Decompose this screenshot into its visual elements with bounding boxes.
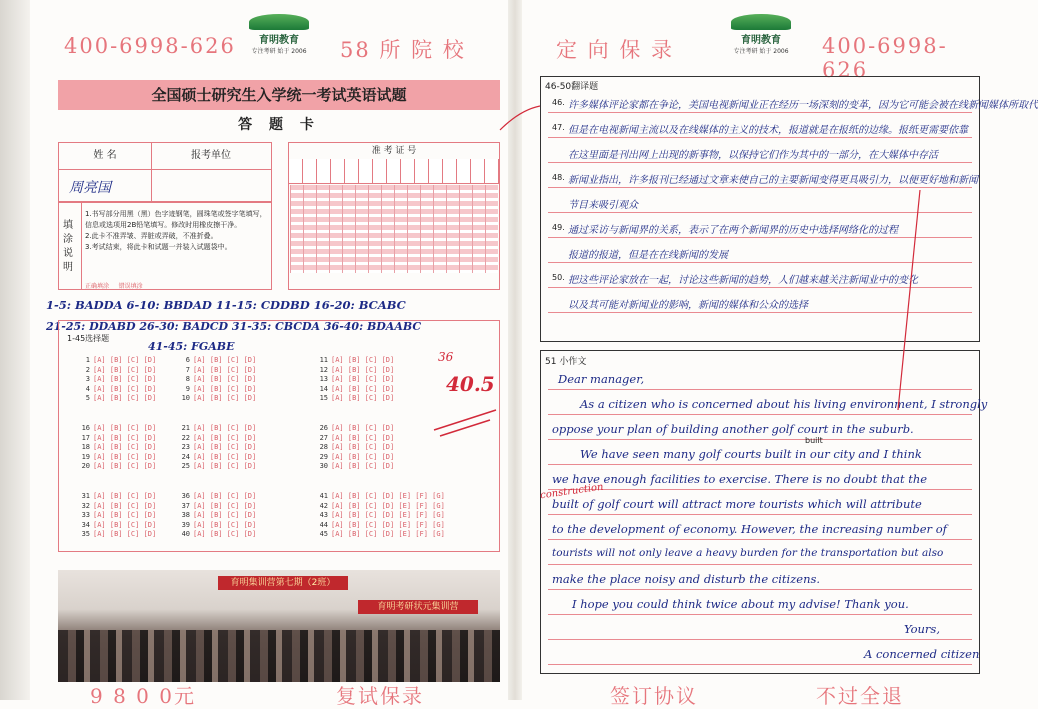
- mc-question-row[interactable]: [180, 424, 256, 432]
- option-bubbles[interactable]: [A] [B] [C] [D] [E] [F] [G]: [331, 511, 445, 519]
- logo-right: [728, 14, 794, 54]
- translation-text[interactable]: 把这些评论家放在一起，讨论这些新闻的趋势，人们越来越关注新闻业中的变化: [568, 275, 918, 286]
- translation-number: 47.: [552, 123, 565, 132]
- score-36: 36: [438, 350, 454, 364]
- option-bubbles[interactable]: [A] [B] [C] [D]: [93, 384, 157, 393]
- option-bubbles[interactable]: [A] [B] [C] [D]: [193, 443, 257, 451]
- mc-question-row[interactable]: [80, 492, 156, 500]
- mc-question-row[interactable]: [180, 462, 256, 470]
- question-number: 12: [319, 365, 328, 374]
- question-number: 7: [185, 365, 190, 374]
- mc-question-row[interactable]: [318, 443, 394, 451]
- question-number: 30: [319, 462, 328, 470]
- mc-question-row[interactable]: [180, 375, 256, 383]
- instr-label: 填涂说明: [63, 220, 73, 273]
- option-bubbles[interactable]: [A] [B] [C] [D]: [331, 384, 395, 393]
- essay-line[interactable]: make the place noisy and disturb the citizens.: [552, 572, 821, 586]
- option-bubbles[interactable]: [A] [B] [C] [D]: [93, 501, 157, 510]
- bubble-col[interactable]: [459, 185, 472, 273]
- essay-line[interactable]: A concerned citizen: [864, 647, 980, 661]
- mc-question-row[interactable]: [180, 530, 256, 538]
- mc-question-row[interactable]: [318, 394, 394, 402]
- question-number: 23: [181, 443, 190, 451]
- essay-line[interactable]: As a citizen who is concerned about his living environment, I strongly: [580, 397, 988, 411]
- bubble-col[interactable]: [316, 185, 329, 273]
- option-bubbles[interactable]: [A] [B] [C] [D] [E] [F] [G]: [331, 530, 445, 538]
- option-bubbles[interactable]: [A] [B] [C] [D]: [331, 433, 395, 442]
- footer-contract: 签订协议: [610, 684, 698, 708]
- mc-question-row[interactable]: [318, 511, 445, 519]
- option-bubbles[interactable]: [A] [B] [C] [D]: [93, 462, 157, 470]
- question-number: 33: [81, 511, 90, 519]
- answers-line-3: 41-45: FGABE: [148, 340, 235, 353]
- question-number: 39: [181, 520, 190, 529]
- option-bubbles[interactable]: [A] [B] [C] [D]: [331, 452, 395, 461]
- mc-question-row[interactable]: [80, 462, 156, 470]
- ruled-line: [548, 639, 972, 640]
- option-bubbles[interactable]: [A] [B] [C] [D]: [193, 365, 257, 374]
- mc-question-row[interactable]: [180, 366, 256, 374]
- unit-label: 报考单位: [151, 143, 271, 170]
- divider: [151, 169, 152, 201]
- option-bubbles[interactable]: [A] [B] [C] [D]: [331, 424, 395, 432]
- question-number: 18: [81, 443, 90, 451]
- bubble-col[interactable]: [433, 185, 446, 273]
- translation-text[interactable]: 节目来吸引观众: [568, 200, 638, 211]
- ruled-line: [548, 589, 972, 590]
- mc-question-row[interactable]: [318, 375, 394, 383]
- question-number: 38: [181, 511, 190, 519]
- bubble-col[interactable]: [420, 185, 433, 273]
- ruled-line: [548, 514, 972, 515]
- logo-tag: 专注考研 始于 2006: [733, 48, 789, 55]
- mc-question-row[interactable]: [180, 385, 256, 393]
- essay-line[interactable]: to the development of economy. However, the increasing number of: [552, 522, 947, 536]
- mc-question-row[interactable]: [318, 434, 394, 442]
- mc-question-row[interactable]: [180, 511, 256, 519]
- correction-note: construction: [539, 481, 605, 502]
- essay-line[interactable]: tourists will not only leave a heavy burden for the transportation but also: [552, 547, 944, 559]
- mc-question-row[interactable]: [80, 394, 156, 402]
- option-bubbles[interactable]: [A] [B] [C] [D]: [193, 375, 257, 383]
- mc-question-row[interactable]: [318, 424, 394, 432]
- essay-line[interactable]: oppose your plan of building another golf court in the suburb.: [552, 422, 914, 436]
- page-edge: [0, 0, 30, 700]
- mc-question-row[interactable]: [80, 356, 156, 364]
- question-number: 16: [81, 424, 90, 432]
- essay-title: 51 小作文: [545, 357, 587, 367]
- question-number: 24: [181, 452, 190, 461]
- phone-number-left: 400-6998-626: [64, 34, 236, 58]
- question-number: 13: [319, 375, 328, 383]
- option-bubbles[interactable]: [A] [B] [C] [D]: [331, 356, 395, 364]
- option-bubbles[interactable]: [A] [B] [C] [D]: [93, 394, 157, 402]
- mc-question-row[interactable]: [80, 434, 156, 442]
- ruled-line: [548, 439, 972, 440]
- option-bubbles[interactable]: [A] [B] [C] [D]: [193, 356, 257, 364]
- footer-retest: 复试保录: [336, 684, 424, 708]
- question-number: 43: [319, 511, 328, 519]
- mc-question-row[interactable]: [318, 530, 445, 538]
- mc-question-row[interactable]: [80, 385, 156, 393]
- mc-question-row[interactable]: [180, 356, 256, 364]
- grading-connector-line: [480, 90, 940, 420]
- translation-text[interactable]: 许多媒体评论家都在争论，美国电视新闻业正在经历一场深刻的变革，因为它可能会被在线新闻媒体所取代: [568, 100, 1038, 111]
- instruction-3: 3.考试结束，将此卡和试题一并装入试题袋中。: [85, 243, 232, 251]
- mc-question-row[interactable]: [80, 511, 156, 519]
- translation-text[interactable]: 新闻业指出，许多报刊已经通过文章来使自己的主要新闻变得更具吸引力，以便更好地和新闻: [568, 175, 978, 186]
- mc-question-row[interactable]: [180, 394, 256, 402]
- mc-question-row[interactable]: [180, 521, 256, 529]
- instruction-1: 1.书写部分用黑（黑）色字迹钢笔，圆珠笔或签字笔填写，信息或选项用2B铅笔填写。修改时用橡皮擦干净。: [85, 210, 267, 229]
- mc-question-row[interactable]: [318, 492, 445, 500]
- guarantee-text: 定 向 保 录: [556, 38, 675, 62]
- option-bubbles[interactable]: [A] [B] [C] [D]: [193, 501, 257, 510]
- question-number: 32: [81, 501, 90, 510]
- question-number: 40: [181, 530, 190, 538]
- question-number: 9: [185, 384, 190, 393]
- option-bubbles[interactable]: [A] [B] [C] [D]: [193, 424, 257, 432]
- mc-question-row[interactable]: [180, 502, 256, 510]
- mc-question-row[interactable]: [318, 385, 394, 393]
- admission-label: 准 考 证 号: [289, 143, 499, 160]
- translation-number: 50.: [552, 273, 565, 282]
- instructions-box: [58, 202, 272, 290]
- option-bubbles[interactable]: [A] [B] [C] [D]: [193, 530, 257, 538]
- bubble-col[interactable]: [446, 185, 459, 273]
- mc-question-row[interactable]: [180, 434, 256, 442]
- question-number: 8: [185, 375, 190, 383]
- ruled-line: [548, 664, 972, 665]
- mc-question-row[interactable]: [80, 530, 156, 538]
- bubble-col[interactable]: [407, 185, 420, 273]
- logo-left: [246, 14, 312, 54]
- question-number: 4: [85, 384, 90, 393]
- mc-question-row[interactable]: [80, 366, 156, 374]
- question-number: 3: [85, 375, 90, 383]
- option-bubbles[interactable]: [A] [B] [C] [D]: [331, 462, 395, 470]
- mc-question-row[interactable]: [80, 424, 156, 432]
- mc-question-row[interactable]: [318, 462, 394, 470]
- option-bubbles[interactable]: [A] [B] [C] [D]: [93, 356, 157, 364]
- name-label: 姓 名: [59, 143, 152, 170]
- instruction-2: 2.此卡不准弄皱、弄脏或弄破，不准折叠。: [85, 232, 218, 240]
- option-bubbles[interactable]: [A] [B] [C] [D]: [193, 462, 257, 470]
- question-number: 10: [181, 394, 190, 402]
- question-number: 17: [81, 433, 90, 442]
- name-value[interactable]: 周亮国: [69, 180, 111, 196]
- question-number: 27: [319, 433, 328, 442]
- question-number: 14: [319, 384, 328, 393]
- logo-name: 育明教育: [259, 35, 299, 46]
- option-bubbles[interactable]: [A] [B] [C] [D] [E] [F] [G]: [331, 492, 445, 500]
- option-bubbles[interactable]: [A] [B] [C] [D]: [331, 365, 395, 374]
- option-bubbles[interactable]: [A] [B] [C] [D]: [93, 530, 157, 538]
- card-title: 全国硕士研究生入学统一考试英语试题: [151, 86, 407, 104]
- leaf-icon: [249, 14, 309, 30]
- bubble-col[interactable]: [329, 185, 342, 273]
- question-number: 5: [85, 394, 90, 402]
- question-number: 19: [81, 452, 90, 461]
- admission-digit-boxes[interactable]: [289, 159, 499, 184]
- translation-text[interactable]: 报道的报道，但是在在线新闻的发展: [568, 250, 728, 261]
- translation-text[interactable]: 通过采访与新闻界的关系，表示了在两个新闻界的历史中选择网络化的过程: [568, 225, 898, 236]
- option-bubbles[interactable]: [A] [B] [C] [D]: [331, 375, 395, 383]
- question-number: 25: [181, 462, 190, 470]
- mc-question-row[interactable]: [318, 453, 394, 461]
- mc-question-row[interactable]: [80, 443, 156, 451]
- phone-number-right: 400-6998-626: [822, 34, 948, 82]
- question-number: 45: [319, 530, 328, 538]
- card-title-bar: [58, 80, 500, 110]
- essay-line[interactable]: we have enough facilities to exercise. There is no doubt that the: [552, 472, 928, 486]
- translation-text[interactable]: 但是在电视新闻主流以及在线媒体的主义的技术，报道就是在报纸的边缘。报纸更需要依靠: [568, 125, 968, 136]
- option-bubbles[interactable]: [A] [B] [C] [D]: [193, 511, 257, 519]
- mc-question-row[interactable]: [80, 502, 156, 510]
- option-bubbles[interactable]: [A] [B] [C] [D]: [193, 492, 257, 500]
- footer-refund: 不过全退: [816, 684, 904, 708]
- option-bubbles[interactable]: [A] [B] [C] [D]: [331, 443, 395, 451]
- option-bubbles[interactable]: [A] [B] [C] [D]: [93, 365, 157, 374]
- question-number: 28: [319, 443, 328, 451]
- name-unit-box: [58, 142, 272, 202]
- wrong-fill-label: 错误填涂: [118, 283, 143, 290]
- question-number: 21: [181, 424, 190, 432]
- instructions-text: [85, 209, 267, 253]
- question-number: 34: [81, 520, 90, 529]
- mc-question-row[interactable]: [180, 453, 256, 461]
- bubble-col[interactable]: [290, 185, 303, 273]
- ruled-line: [548, 489, 972, 490]
- question-number: 11: [319, 356, 328, 364]
- photo-banner-2: 育明考研状元集训营: [358, 600, 478, 614]
- option-bubbles[interactable]: [A] [B] [C] [D]: [193, 394, 257, 402]
- score-total: 40.5: [446, 372, 495, 396]
- mc-question-row[interactable]: [80, 521, 156, 529]
- question-number: 1: [85, 356, 90, 364]
- logo-tag: 专注考研 始于 2006: [251, 48, 307, 55]
- bubble-col[interactable]: [355, 185, 368, 273]
- question-number: 29: [319, 452, 328, 461]
- option-bubbles[interactable]: [A] [B] [C] [D]: [93, 452, 157, 461]
- leaf-icon: [731, 14, 791, 30]
- question-number: 22: [181, 433, 190, 442]
- option-bubbles[interactable]: [A] [B] [C] [D]: [193, 452, 257, 461]
- question-number: 15: [319, 394, 328, 402]
- option-bubbles[interactable]: [A] [B] [C] [D] [E] [F] [G]: [331, 520, 445, 529]
- schools-count: 58 所 院 校: [340, 38, 466, 62]
- question-number: 44: [319, 520, 328, 529]
- bubble-col[interactable]: [381, 185, 394, 273]
- mc-question-row[interactable]: [318, 366, 394, 374]
- question-number: 36: [181, 492, 190, 500]
- question-number: 42: [319, 501, 328, 510]
- translation-number: 49.: [552, 223, 565, 232]
- bubble-col[interactable]: [394, 185, 407, 273]
- option-bubbles[interactable]: [A] [B] [C] [D]: [93, 492, 157, 500]
- essay-line[interactable]: Yours,: [904, 622, 940, 636]
- translation-number: 46.: [552, 98, 565, 107]
- translation-title: 46-50翻译题: [545, 82, 599, 92]
- section-label: 1-45选择题: [67, 334, 110, 343]
- photo-banner-1: 育明集训营第七期（2班）: [218, 576, 348, 590]
- question-number: 2: [85, 365, 90, 374]
- question-number: 20: [81, 462, 90, 470]
- mc-question-row[interactable]: [318, 521, 445, 529]
- ruled-line: [548, 539, 972, 540]
- bubble-col[interactable]: [303, 185, 316, 273]
- question-number: 31: [81, 492, 90, 500]
- divider: [81, 203, 82, 289]
- mc-question-row[interactable]: [80, 375, 156, 383]
- answers-line-1: 1-5: BADDA 6-10: BBDAD 11-15: CDDBD 16-20: BCABC: [46, 298, 406, 312]
- ruled-line: [548, 464, 972, 465]
- option-bubbles[interactable]: [A] [B] [C] [D] [E] [F] [G]: [331, 501, 445, 510]
- bubble-col[interactable]: [368, 185, 381, 273]
- option-bubbles[interactable]: [A] [B] [C] [D]: [193, 520, 257, 529]
- option-bubbles[interactable]: [A] [B] [C] [D]: [193, 433, 257, 442]
- option-bubbles[interactable]: [A] [B] [C] [D]: [93, 511, 157, 519]
- classroom-photo: [58, 570, 500, 682]
- option-bubbles[interactable]: [A] [B] [C] [D]: [93, 375, 157, 383]
- mc-question-row[interactable]: [80, 453, 156, 461]
- logo-name: 育明教育: [741, 35, 781, 46]
- essay-line[interactable]: built of golf court will attract more tourists which will attribute: [552, 497, 922, 511]
- question-number: 41: [319, 492, 328, 500]
- students-crowd: [58, 630, 500, 682]
- translation-number: 48.: [552, 173, 565, 182]
- option-bubbles[interactable]: [A] [B] [C] [D]: [193, 384, 257, 393]
- essay-line[interactable]: We have seen many golf courts built in our city and I think: [580, 447, 922, 461]
- mc-question-row[interactable]: [318, 502, 445, 510]
- option-bubbles[interactable]: [A] [B] [C] [D]: [93, 443, 157, 451]
- ruled-line: [548, 564, 972, 565]
- option-bubbles[interactable]: [A] [B] [C] [D]: [331, 394, 395, 402]
- option-bubbles[interactable]: [A] [B] [C] [D]: [93, 433, 157, 442]
- bubble-col[interactable]: [342, 185, 355, 273]
- question-number: 35: [81, 530, 90, 538]
- translation-text[interactable]: 在这里面是刊出网上出现的新事物，以保持它们作为其中的一部分，在大媒体中存活: [568, 150, 938, 161]
- mc-question-row[interactable]: [180, 443, 256, 451]
- translation-text[interactable]: 以及其可能对新闻业的影响，新闻的媒体和公众的选择: [568, 300, 808, 311]
- footer-price: 9 8 0 0元: [90, 684, 196, 708]
- mc-question-row[interactable]: [318, 356, 394, 364]
- question-number: 6: [185, 356, 190, 364]
- essay-line[interactable]: Dear manager,: [558, 372, 645, 386]
- option-bubbles[interactable]: [A] [B] [C] [D]: [93, 520, 157, 529]
- correct-fill-label: 正确填涂: [85, 283, 110, 290]
- essay-line[interactable]: I hope you could think twice about my advise! Thank you.: [572, 597, 909, 611]
- question-number: 37: [181, 501, 190, 510]
- question-number: 26: [319, 424, 328, 432]
- correction-word: built: [805, 436, 823, 445]
- mc-question-row[interactable]: [180, 492, 256, 500]
- option-bubbles[interactable]: [A] [B] [C] [D]: [93, 424, 157, 432]
- card-subtitle: 答 题 卡: [238, 117, 320, 133]
- answers-line-2: 21-25: DDABD 26-30: BADCD 31-35: CBCDA 36-40: BDAABC: [46, 320, 422, 333]
- ruled-line: [548, 614, 972, 615]
